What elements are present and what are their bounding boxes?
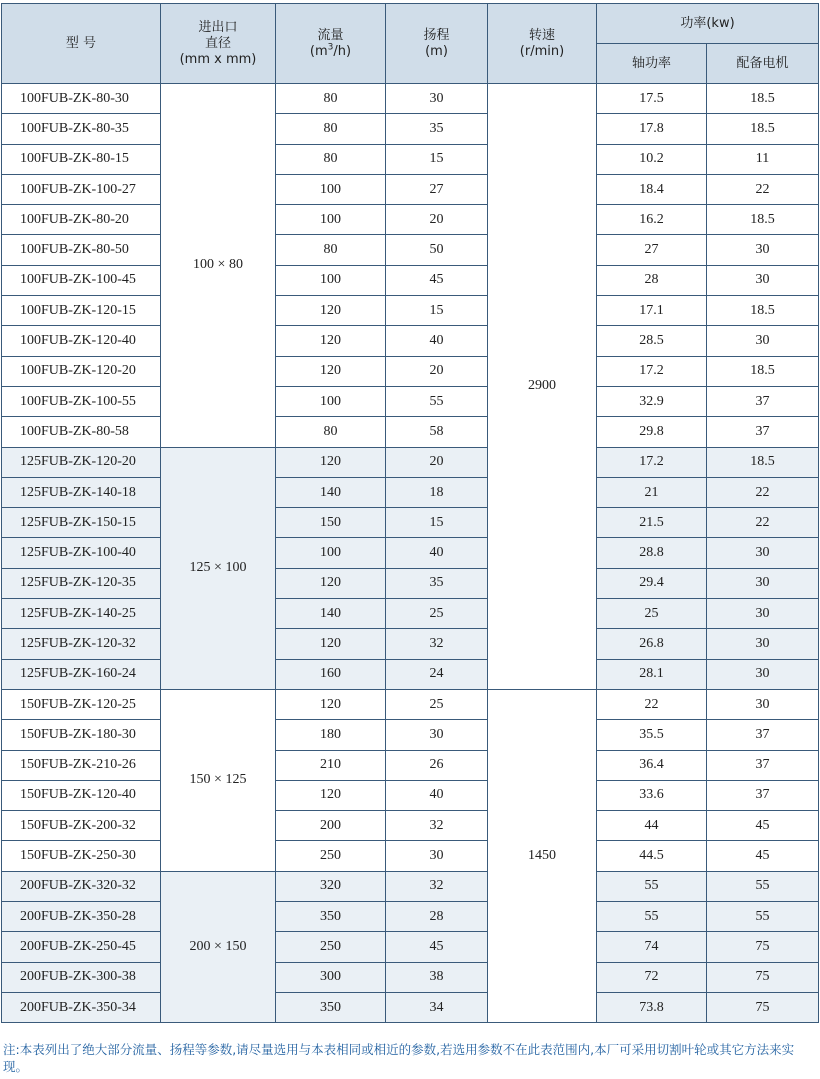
cell-shaft-power: 32.9 xyxy=(597,386,707,416)
cell-shaft-power: 16.2 xyxy=(597,205,707,235)
table-row xyxy=(2,902,819,932)
cell-head: 40 xyxy=(386,538,488,568)
table-row xyxy=(2,386,819,416)
table-row xyxy=(2,174,819,204)
cell-diameter: 125 × 100 xyxy=(161,447,276,689)
cell-motor-power: 22 xyxy=(707,174,819,204)
table-row xyxy=(2,538,819,568)
cell-head: 32 xyxy=(386,629,488,659)
cell-flow: 120 xyxy=(276,780,386,810)
table-row xyxy=(2,326,819,356)
cell-motor-power: 55 xyxy=(707,871,819,901)
cell-flow: 100 xyxy=(276,265,386,295)
cell-model: 125FUB-ZK-120-35 xyxy=(2,568,161,598)
cell-flow: 120 xyxy=(276,447,386,477)
cell-flow: 80 xyxy=(276,235,386,265)
cell-flow: 180 xyxy=(276,720,386,750)
table-row xyxy=(2,144,819,174)
cell-flow: 120 xyxy=(276,296,386,326)
cell-model: 100FUB-ZK-100-55 xyxy=(2,386,161,416)
cell-motor-power: 45 xyxy=(707,811,819,841)
cell-flow: 250 xyxy=(276,841,386,871)
cell-flow: 160 xyxy=(276,659,386,689)
cell-motor-power: 18.5 xyxy=(707,356,819,386)
cell-motor-power: 75 xyxy=(707,962,819,992)
cell-motor-power: 30 xyxy=(707,265,819,295)
cell-shaft-power: 21 xyxy=(597,477,707,507)
cell-flow: 140 xyxy=(276,599,386,629)
header-power: 功率(kw) xyxy=(597,4,819,44)
cell-diameter: 200 × 150 xyxy=(161,871,276,1022)
table-row xyxy=(2,780,819,810)
header-flow-label: 流量 xyxy=(317,27,344,43)
cell-model: 150FUB-ZK-120-25 xyxy=(2,689,161,719)
cell-model: 200FUB-ZK-350-34 xyxy=(2,992,161,1022)
cell-head: 15 xyxy=(386,144,488,174)
table-row xyxy=(2,568,819,598)
cell-flow: 300 xyxy=(276,962,386,992)
cell-flow: 100 xyxy=(276,538,386,568)
cell-shaft-power: 28.1 xyxy=(597,659,707,689)
table-row xyxy=(2,508,819,538)
cell-model: 100FUB-ZK-100-27 xyxy=(2,174,161,204)
cell-head: 34 xyxy=(386,992,488,1022)
cell-shaft-power: 72 xyxy=(597,962,707,992)
cell-shaft-power: 55 xyxy=(597,902,707,932)
cell-motor-power: 75 xyxy=(707,992,819,1022)
cell-motor-power: 18.5 xyxy=(707,84,819,114)
cell-model: 200FUB-ZK-300-38 xyxy=(2,962,161,992)
cell-motor-power: 22 xyxy=(707,508,819,538)
header-motor-power: 配备电机 xyxy=(707,44,819,84)
cell-model: 100FUB-ZK-120-40 xyxy=(2,326,161,356)
cell-motor-power: 37 xyxy=(707,780,819,810)
header-diameter-line1: 进出口 xyxy=(198,19,238,35)
cell-head: 32 xyxy=(386,871,488,901)
cell-motor-power: 18.5 xyxy=(707,205,819,235)
cell-motor-power: 22 xyxy=(707,477,819,507)
cell-flow: 210 xyxy=(276,750,386,780)
cell-flow: 140 xyxy=(276,477,386,507)
cell-head: 32 xyxy=(386,811,488,841)
cell-shaft-power: 17.5 xyxy=(597,84,707,114)
cell-shaft-power: 73.8 xyxy=(597,992,707,1022)
cell-shaft-power: 28.5 xyxy=(597,326,707,356)
cell-motor-power: 30 xyxy=(707,538,819,568)
cell-diameter: 100 × 80 xyxy=(161,84,276,448)
cell-flow: 80 xyxy=(276,417,386,447)
cell-model: 150FUB-ZK-210-26 xyxy=(2,750,161,780)
header-model: 型 号 xyxy=(2,4,161,84)
table-row xyxy=(2,871,819,901)
table-header xyxy=(2,4,819,84)
cell-shaft-power: 25 xyxy=(597,599,707,629)
cell-motor-power: 30 xyxy=(707,599,819,629)
cell-head: 38 xyxy=(386,962,488,992)
cell-head: 20 xyxy=(386,205,488,235)
cell-shaft-power: 22 xyxy=(597,689,707,719)
cell-shaft-power: 44 xyxy=(597,811,707,841)
cell-flow: 150 xyxy=(276,508,386,538)
cell-model: 150FUB-ZK-120-40 xyxy=(2,780,161,810)
cell-model: 100FUB-ZK-80-30 xyxy=(2,84,161,114)
cell-model: 150FUB-ZK-180-30 xyxy=(2,720,161,750)
table-row xyxy=(2,114,819,144)
cell-flow: 200 xyxy=(276,811,386,841)
cell-head: 40 xyxy=(386,780,488,810)
cell-shaft-power: 17.2 xyxy=(597,356,707,386)
cell-motor-power: 18.5 xyxy=(707,296,819,326)
header-speed-label: 转速 xyxy=(528,27,555,43)
table-row xyxy=(2,417,819,447)
cell-model: 200FUB-ZK-350-28 xyxy=(2,902,161,932)
cell-head: 15 xyxy=(386,296,488,326)
cell-shaft-power: 74 xyxy=(597,932,707,962)
cell-motor-power: 30 xyxy=(707,659,819,689)
footnote: 注:本表列出了绝大部分流量、扬程等参数,请尽量选用与本表相同或相近的参数,若选用参数不在此表范围内,本厂可采用切割叶轮或其它方法来实现。 xyxy=(3,1042,795,1074)
header-shaft-power: 轴功率 xyxy=(597,44,707,84)
cell-model: 100FUB-ZK-80-50 xyxy=(2,235,161,265)
cell-shaft-power: 27 xyxy=(597,235,707,265)
header-flow xyxy=(276,4,386,84)
cell-shaft-power: 35.5 xyxy=(597,720,707,750)
cell-flow: 100 xyxy=(276,174,386,204)
cell-speed: 1450 xyxy=(488,689,597,1022)
cell-motor-power: 30 xyxy=(707,235,819,265)
cell-flow: 120 xyxy=(276,568,386,598)
cell-shaft-power: 26.8 xyxy=(597,629,707,659)
cell-head: 18 xyxy=(386,477,488,507)
table-row xyxy=(2,720,819,750)
cell-head: 35 xyxy=(386,568,488,598)
cell-motor-power: 45 xyxy=(707,841,819,871)
header-flow-unit: $(m^3/h)$ xyxy=(309,42,352,59)
cell-flow: 80 xyxy=(276,114,386,144)
table-row xyxy=(2,932,819,962)
cell-head: 20 xyxy=(386,447,488,477)
table-row xyxy=(2,841,819,871)
cell-head: 20 xyxy=(386,356,488,386)
table-row xyxy=(2,962,819,992)
table-body xyxy=(2,84,819,1023)
cell-model: 150FUB-ZK-200-32 xyxy=(2,811,161,841)
header-diameter-unit: (mm x mm) xyxy=(179,51,257,67)
table-row xyxy=(2,659,819,689)
header-head-unit: (m) xyxy=(425,43,448,59)
cell-head: 50 xyxy=(386,235,488,265)
cell-head: 30 xyxy=(386,84,488,114)
table-row xyxy=(2,265,819,295)
cell-flow: 350 xyxy=(276,902,386,932)
cell-flow: 120 xyxy=(276,689,386,719)
cell-model: 100FUB-ZK-80-58 xyxy=(2,417,161,447)
cell-shaft-power: 55 xyxy=(597,871,707,901)
cell-shaft-power: 28 xyxy=(597,265,707,295)
cell-head: 55 xyxy=(386,386,488,416)
cell-flow: 120 xyxy=(276,326,386,356)
table-row xyxy=(2,235,819,265)
cell-shaft-power: 33.6 xyxy=(597,780,707,810)
cell-shaft-power: 17.2 xyxy=(597,447,707,477)
cell-model: 100FUB-ZK-80-20 xyxy=(2,205,161,235)
cell-motor-power: 37 xyxy=(707,720,819,750)
table-row xyxy=(2,205,819,235)
cell-motor-power: 30 xyxy=(707,326,819,356)
table-row xyxy=(2,356,819,386)
cell-head: 26 xyxy=(386,750,488,780)
cell-motor-power: 30 xyxy=(707,568,819,598)
table-row xyxy=(2,689,819,719)
cell-shaft-power: 36.4 xyxy=(597,750,707,780)
cell-model: 125FUB-ZK-100-40 xyxy=(2,538,161,568)
table-row xyxy=(2,296,819,326)
cell-shaft-power: 29.4 xyxy=(597,568,707,598)
cell-head: 35 xyxy=(386,114,488,144)
cell-motor-power: 11 xyxy=(707,144,819,174)
cell-flow: 350 xyxy=(276,992,386,1022)
cell-motor-power: 30 xyxy=(707,629,819,659)
table-row xyxy=(2,84,819,114)
cell-head: 45 xyxy=(386,932,488,962)
cell-head: 25 xyxy=(386,689,488,719)
cell-flow: 250 xyxy=(276,932,386,962)
cell-head: 40 xyxy=(386,326,488,356)
cell-model: 200FUB-ZK-320-32 xyxy=(2,871,161,901)
cell-flow: 320 xyxy=(276,871,386,901)
cell-model: 200FUB-ZK-250-45 xyxy=(2,932,161,962)
cell-model: 125FUB-ZK-140-25 xyxy=(2,599,161,629)
table-row xyxy=(2,629,819,659)
cell-flow: 120 xyxy=(276,629,386,659)
cell-diameter: 150 × 125 xyxy=(161,689,276,871)
cell-shaft-power: 21.5 xyxy=(597,508,707,538)
cell-model: 100FUB-ZK-80-15 xyxy=(2,144,161,174)
table-row xyxy=(2,992,819,1022)
cell-head: 24 xyxy=(386,659,488,689)
cell-motor-power: 18.5 xyxy=(707,114,819,144)
cell-head: 45 xyxy=(386,265,488,295)
cell-motor-power: 75 xyxy=(707,932,819,962)
cell-flow: 80 xyxy=(276,144,386,174)
cell-head: 25 xyxy=(386,599,488,629)
cell-model: 150FUB-ZK-250-30 xyxy=(2,841,161,871)
cell-head: 30 xyxy=(386,720,488,750)
cell-shaft-power: 17.8 xyxy=(597,114,707,144)
table-row xyxy=(2,477,819,507)
cell-model: 125FUB-ZK-120-32 xyxy=(2,629,161,659)
cell-model: 125FUB-ZK-120-20 xyxy=(2,447,161,477)
cell-speed: 2900 xyxy=(488,84,597,690)
pump-spec-table xyxy=(1,3,819,1023)
cell-model: 100FUB-ZK-80-35 xyxy=(2,114,161,144)
header-head-label: 扬程 xyxy=(423,27,450,43)
cell-motor-power: 37 xyxy=(707,386,819,416)
cell-motor-power: 30 xyxy=(707,689,819,719)
cell-model: 100FUB-ZK-120-20 xyxy=(2,356,161,386)
cell-shaft-power: 29.8 xyxy=(597,417,707,447)
table-row xyxy=(2,750,819,780)
table-row xyxy=(2,811,819,841)
cell-head: 27 xyxy=(386,174,488,204)
cell-motor-power: 37 xyxy=(707,750,819,780)
cell-motor-power: 37 xyxy=(707,417,819,447)
header-head xyxy=(386,4,488,84)
header-speed xyxy=(488,4,597,84)
cell-model: 125FUB-ZK-160-24 xyxy=(2,659,161,689)
cell-head: 58 xyxy=(386,417,488,447)
header-diameter-line2: 直径 xyxy=(204,35,231,51)
cell-shaft-power: 18.4 xyxy=(597,174,707,204)
table-row xyxy=(2,447,819,477)
cell-model: 125FUB-ZK-150-15 xyxy=(2,508,161,538)
cell-flow: 80 xyxy=(276,84,386,114)
cell-head: 30 xyxy=(386,841,488,871)
cell-shaft-power: 17.1 xyxy=(597,296,707,326)
cell-model: 100FUB-ZK-120-15 xyxy=(2,296,161,326)
cell-model: 100FUB-ZK-100-45 xyxy=(2,265,161,295)
cell-flow: 100 xyxy=(276,205,386,235)
table-row xyxy=(2,599,819,629)
cell-model: 125FUB-ZK-140-18 xyxy=(2,477,161,507)
cell-head: 15 xyxy=(386,508,488,538)
cell-shaft-power: 28.8 xyxy=(597,538,707,568)
header-diameter xyxy=(161,4,276,84)
cell-flow: 120 xyxy=(276,356,386,386)
cell-motor-power: 18.5 xyxy=(707,447,819,477)
cell-shaft-power: 10.2 xyxy=(597,144,707,174)
cell-motor-power: 55 xyxy=(707,902,819,932)
cell-flow: 100 xyxy=(276,386,386,416)
cell-shaft-power: 44.5 xyxy=(597,841,707,871)
header-speed-unit: (r/min) xyxy=(519,43,565,59)
cell-head: 28 xyxy=(386,902,488,932)
